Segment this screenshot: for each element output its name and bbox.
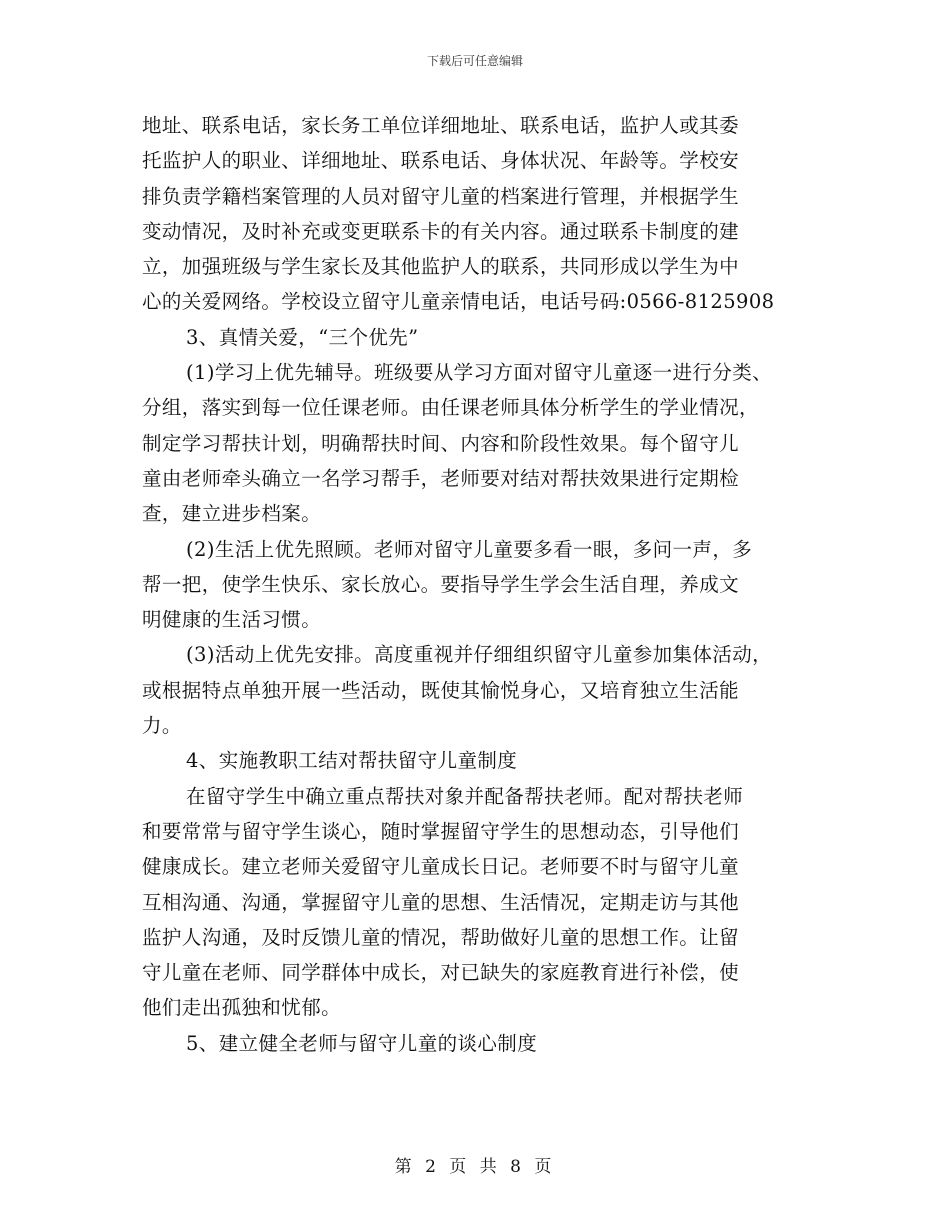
- body-line: 制定学习帮扶计划，明确帮扶时间、内容和阶段性效果。每个留守儿: [142, 431, 740, 455]
- body-line: 或根据特点单独开展一些活动，既使其愉悦身心，又培育独立生活能: [142, 678, 740, 702]
- body-line: 变动情况，及时补充或变更联系卡的有关内容。通过联系卡制度的建: [142, 219, 740, 243]
- body-line: (2)生活上优先照顾。老师对留守儿童要多看一眼，多问一声，多: [186, 537, 753, 561]
- section-heading-5: 5、建立健全老师与留守儿童的谈心制度: [186, 1031, 538, 1055]
- body-line: 监护人沟通，及时反馈儿童的情况，帮助做好儿童的思想工作。让留: [142, 925, 740, 949]
- body-line: (3)活动上优先安排。高度重视并仔细组织留守儿童参加集体活动，: [186, 643, 773, 667]
- body-line: 在留守学生中确立重点帮扶对象并配备帮扶老师。配对帮扶老师: [186, 784, 744, 808]
- body-line: 童由老师牵头确立一名学习帮手，老师要对结对帮扶效果进行定期检: [142, 466, 740, 490]
- document-body: [142, 108, 822, 1061]
- body-line: 分组，落实到每一位任课老师。由任课老师具体分析学生的学业情况，: [142, 396, 759, 420]
- body-line: 健康成长。建立老师关爱留守儿童成长日记。老师要不时与留守儿童: [142, 855, 740, 879]
- body-line: 守儿童在老师、同学群体中成长，对已缺失的家庭教育进行补偿，使: [142, 961, 740, 985]
- body-line: 力。: [142, 714, 182, 738]
- body-line: 托监护人的职业、详细地址、联系电话、身体状况、年龄等。学校安: [142, 149, 740, 173]
- body-line: (1)学习上优先辅导。班级要从学习方面对留守儿童逐一进行分类、: [186, 361, 773, 385]
- body-line: 他们走出孤独和忧郁。: [142, 996, 342, 1020]
- body-line: 地址、联系电话，家长务工单位详细地址、联系电话，监护人或其委: [142, 114, 740, 137]
- body-line: 立，加强班级与学生家长及其他监护人的联系，共同形成以学生为中: [142, 255, 740, 279]
- body-line: 心的关爱网络。学校设立留守儿童亲情电话，电话号码:0566-8125908: [142, 290, 775, 314]
- page-header-note: 下载后可任意编辑: [426, 54, 523, 68]
- body-line: 明健康的生活习惯。: [142, 608, 322, 632]
- page-number-footer: 第 2 页 共 8 页: [394, 1157, 556, 1177]
- body-line: 互相沟通、沟通，掌握留守儿童的思想、生活情况，定期走访与其他: [142, 890, 740, 914]
- body-line: 排负责学籍档案管理的人员对留守儿童的档案进行管理，并根据学生: [142, 184, 740, 208]
- section-heading-3: 3、真情关爱，“三个优先”: [186, 325, 419, 349]
- body-line: 查，建立进步档案。: [142, 502, 322, 526]
- body-line: 帮一把，使学生快乐、家长放心。要指导学生学会生活自理，养成文: [142, 572, 740, 596]
- body-line: 和要常常与留守学生谈心，随时掌握留守学生的思想动态，引导他们: [142, 819, 740, 843]
- section-heading-4: 4、实施教职工结对帮扶留守儿童制度: [186, 749, 518, 773]
